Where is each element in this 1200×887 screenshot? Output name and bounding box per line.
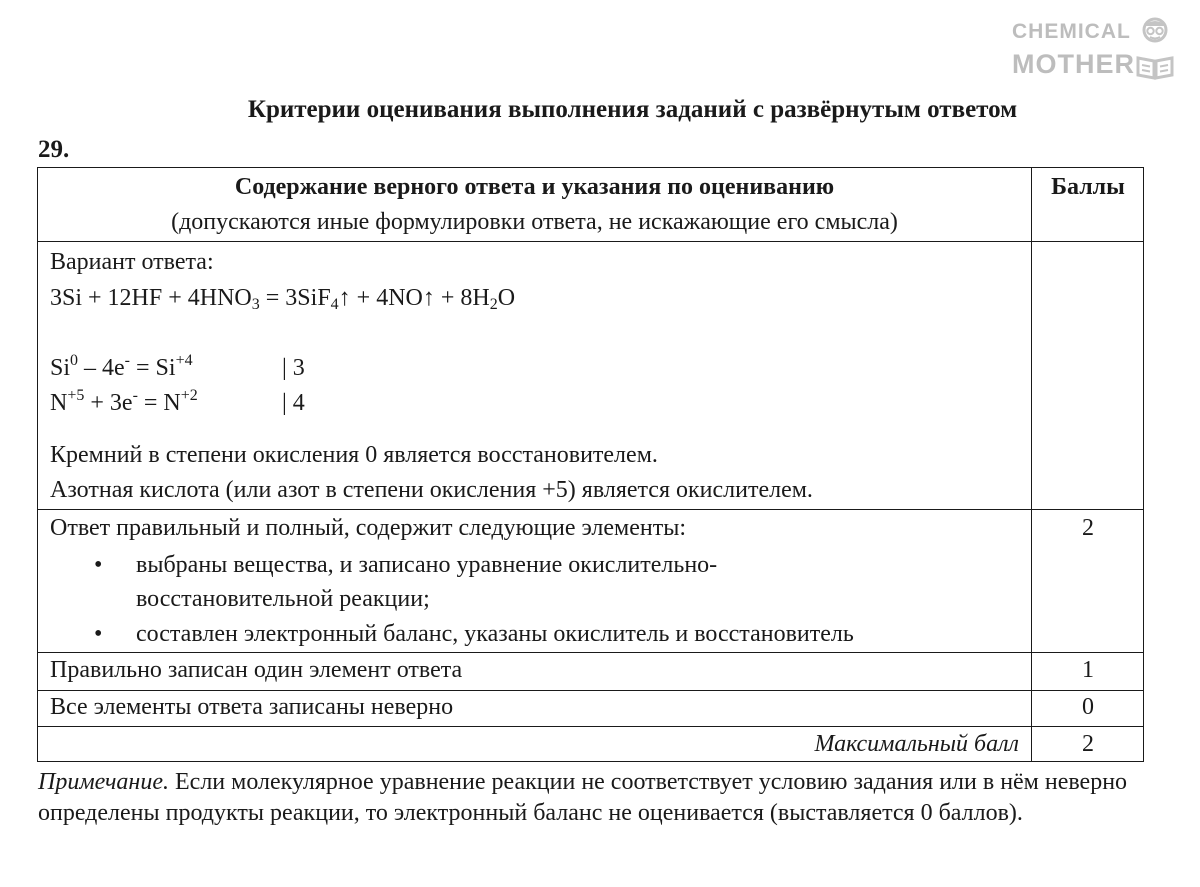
score-full: 2 <box>1082 515 1094 541</box>
chemical-mother-logo <box>1012 16 1172 84</box>
criterion-all-wrong: Все элементы ответа записаны неверно <box>50 694 454 720</box>
reducer-explanation: Кремний в степени окисления 0 является восстановителем. <box>50 442 658 468</box>
row-divider <box>38 726 1143 727</box>
bullet-icon: • <box>94 552 103 578</box>
task-number: 29. <box>38 136 70 163</box>
balance-coef-n: | 4 <box>282 390 305 416</box>
logo-line-1: CHEMICAL <box>1012 20 1131 43</box>
row-divider <box>38 241 1143 242</box>
reaction-equation: $3Si + 12HF + 4HNO_3$ = 3SiF$_4$↑ + 4NO↑ + $8H_2O$ <box>50 285 516 313</box>
header-content-subtitle: (допускаются иные формулировки ответа, не искажающие его смысла) <box>171 209 898 235</box>
balance-line-si: $Si^0 - 4e^- = Si^{+4}$ <box>50 352 193 381</box>
criterion-bullet-2: составлен электронный баланс, указаны окислитель и восстановитель <box>136 621 854 647</box>
max-score-value: 2 <box>1082 731 1094 757</box>
balance-coef-si: | 3 <box>282 355 305 381</box>
bullet-icon: • <box>94 621 103 647</box>
criterion-bullet-1-line-2: восстановительной реакции; <box>136 586 430 612</box>
note-label: Примечание. <box>38 769 169 795</box>
max-score-label: Максимальный балл <box>814 731 1019 757</box>
criterion-one-element: Правильно записан один элемент ответа <box>50 657 463 683</box>
book-icon <box>1136 54 1174 80</box>
note-paragraph <box>38 767 1168 829</box>
score-one: 1 <box>1082 657 1094 683</box>
page-title: Критерии оценивания выполнения заданий с развёрнутым ответом <box>247 96 1018 123</box>
logo-line-2: MOTHER <box>1012 49 1135 79</box>
criteria-table <box>37 167 1144 762</box>
criterion-bullet-1-line-1: выбраны вещества, и записано уравнение окислительно- <box>136 552 718 578</box>
criterion-full: Ответ правильный и полный, содержит следующие элементы: <box>50 515 686 541</box>
note-text: Если молекулярное уравнение реакции не соответствует условию задания или в нём неверно определены продукты реакции, то электронный баланс не оценивается (выставляется 0 баллов). <box>38 769 1128 826</box>
row-divider <box>38 652 1143 653</box>
row-divider <box>38 509 1143 510</box>
oxidizer-explanation: Азотная кислота (или азот в степени окисления +5) является окислителем. <box>50 477 813 503</box>
teacher-face-icon <box>1138 16 1172 48</box>
header-score: Баллы <box>1051 174 1125 200</box>
answer-label: Вариант ответа: <box>50 249 214 275</box>
balance-line-n: $N^{+5} + 3e^- = N^{+2}$ <box>50 387 198 416</box>
header-content-title: Содержание верного ответа и указания по оцениванию <box>234 174 835 200</box>
row-divider <box>38 690 1143 691</box>
score-zero: 0 <box>1082 694 1094 720</box>
